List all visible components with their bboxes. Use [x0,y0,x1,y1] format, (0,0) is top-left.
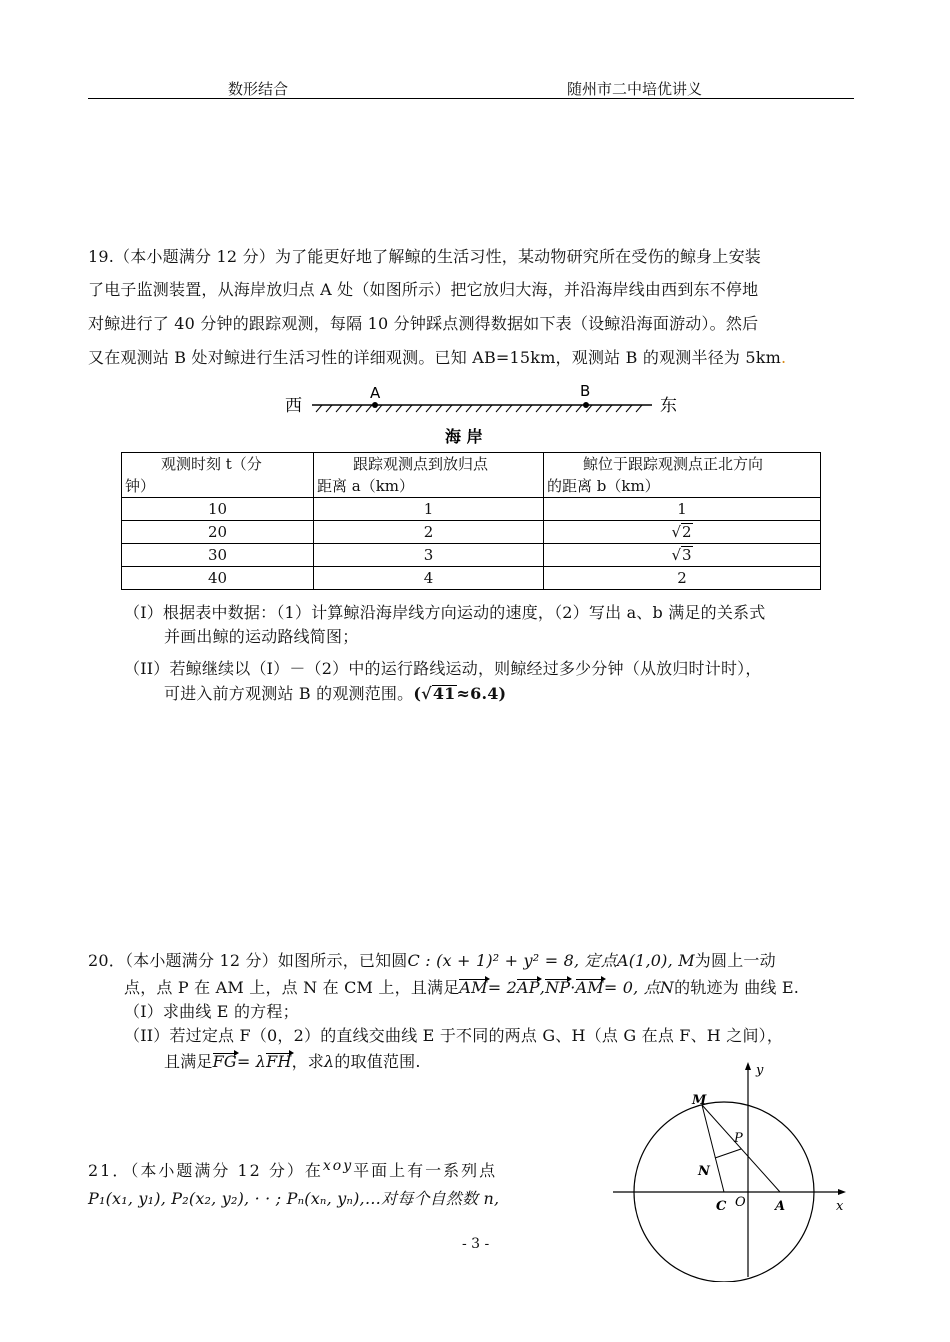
point-c-label: C [716,1199,727,1214]
point-a-label: A [775,1199,786,1214]
q19-line3: 对鲸进行了 40 分钟的跟踪观测，每隔 10 分钟踩点测得数据如下表（设鲸沿海面游动）。然后 [88,314,759,333]
coastline-figure [280,380,700,450]
point-a [372,402,378,408]
table-row [122,567,821,590]
cell-a: 3 [314,544,544,567]
header-left: 数形结合 [228,80,289,98]
y-axis-arrow-icon [745,1062,751,1070]
cell-a: 1 [314,498,544,521]
q21-line2: P₁(x₁, y₁), P₂(x₂, y₂), · · ; Pₙ(xₙ, yₙ),…对每个自然数 n, [88,1189,500,1208]
segment-am [702,1105,780,1192]
cell-t: 20 [122,521,314,544]
point-b-label: B [580,382,591,400]
point-a-label: A [370,384,381,402]
sqrt-value: 2 [682,523,692,541]
east-label: 东 [660,396,677,416]
header-distance-a: 跟踪观测点到放归点 距离 a（km） [314,453,544,498]
point-m-label: M [692,1093,707,1108]
table-row [122,521,821,544]
point-p-label: P [734,1131,743,1146]
origin-label: O [735,1195,746,1210]
q21-line1: 21．（本小题满分 12 分）在xoy平面上有一系列点 [88,1158,498,1180]
q20-part2-a: （II）若过定点 F（0，2）的直线交曲线 E 于不同的两点 G、H（点 G 在点 F、H 之间）， [124,1026,784,1045]
q19-part2-a: （II）若鲸继续以（I）－（2）中的运行路线运动，则鲸经过多少分钟（从放归时计时）， [124,659,762,678]
q19-line2: 了电子监测装置，从海岸放归点 A 处（如图所示）把它放归大海，并沿海岸线由西到东不停地 [88,280,759,299]
y-axis-label: y [756,1063,764,1078]
cell-b: 1 [544,498,821,521]
point-n-label: N [698,1164,710,1179]
page-number: - 3 - [462,1236,490,1252]
header-right: 随州市二中培优讲义 [567,80,703,98]
cell-b: √3 [544,544,821,567]
q19-part1-b: 并画出鲸的运动路线简图； [164,627,359,646]
cell-t: 30 [122,544,314,567]
cell-b: 2 [544,567,821,590]
cell-t: 40 [122,567,314,590]
cell-a: 4 [314,567,544,590]
table-row [122,498,821,521]
x-axis-label: x [836,1199,844,1214]
q19-line4: 又在观测站 B 处对鲸进行生活习性的详细观测。已知 AB=15km，观测站 B 的观测半径为 5km. [88,348,787,367]
q20-line2: 点，点 P 在 AM 上，点 N 在 CM 上，且满足AM= 2AP,NP·AM= 0, 点N的轨迹为 曲线 E. [124,978,800,997]
q19-part2-b: 可进入前方观测站 B 的观测范围。(√41≈6.4) [164,684,507,703]
sqrt-value: 3 [682,546,692,564]
coast-caption: 海 岸 [445,427,483,446]
observation-table [121,452,821,590]
circle-figure [608,1062,853,1282]
cell-a: 2 [314,521,544,544]
coast-hatching [316,405,642,412]
x-axis-arrow-icon [838,1189,846,1195]
q19-part1-a: （I）根据表中数据：（1）计算鲸沿海岸线方向运动的速度，（2）写出 a、b 满足的关系式 [124,603,766,622]
q20-part2-b: 且满足FG= λFH，求λ的取值范围. [164,1052,421,1071]
west-label: 西 [285,396,302,416]
cell-b: √2 [544,521,821,544]
sqrt-value: 41 [432,684,456,703]
header-distance-b: 鲸位于跟踪观测点正北方向 的距离 b（km） [544,453,821,498]
header-rule [88,98,854,99]
q20-line1: 20．（本小题满分 12 分）如图所示，已知圆C : (x + 1)² + y² = 8, 定点A(1,0), M为圆上一动 [88,951,776,970]
header-time: 观测时刻 t（分 钟） [122,453,314,498]
q20-part1: （I）求曲线 E 的方程； [124,1002,299,1021]
cell-t: 10 [122,498,314,521]
point-b [583,402,589,408]
q19-line1: 19.（本小题满分 12 分）为了能更好地了解鲸的生活习性，某动物研究所在受伤的鲸身上安装 [88,247,761,266]
segment-np [715,1149,741,1158]
table-row [122,544,821,567]
table-header-row [122,453,821,498]
